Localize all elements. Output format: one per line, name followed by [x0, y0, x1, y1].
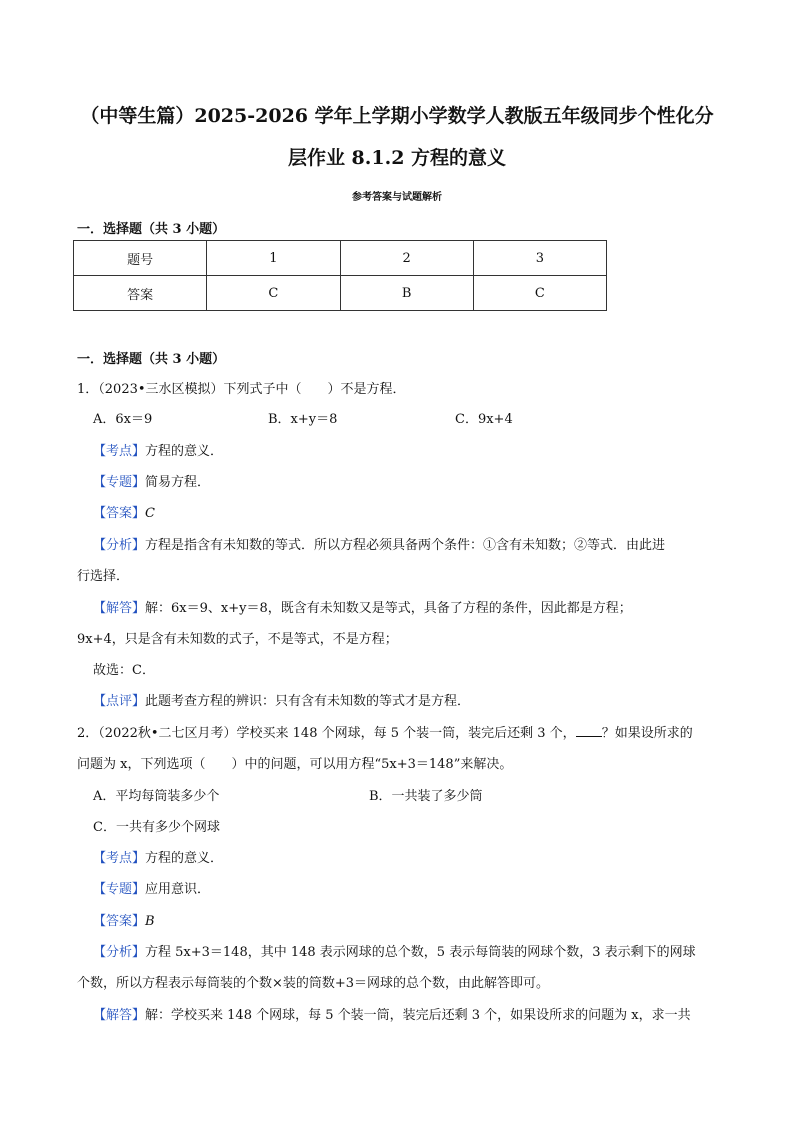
table-cell: 1: [207, 241, 340, 276]
answer-text: B: [145, 914, 155, 929]
analysis-tag: 【分析】: [93, 945, 146, 960]
answer-tag: 【答案】: [93, 506, 146, 521]
zhuanti-text: 应用意识．: [145, 882, 211, 897]
q2-zhuanti: [93, 880, 733, 900]
table-cell: 答案: [74, 276, 207, 311]
q1-option-b: B．x+y＝8: [268, 412, 338, 427]
q1-analysis-cont: 行选择．: [77, 569, 130, 584]
zhuanti-tag: 【专题】: [93, 475, 146, 490]
table-cell: 题号: [74, 241, 207, 276]
q1-option-c: C．9x+4: [455, 412, 513, 427]
title-line-1: （中等生篇）2025-2026 学年上学期小学数学人教版五年级同步个性化分: [80, 105, 714, 127]
kaodian-text: 方程的意义．: [145, 851, 224, 866]
zhuanti-text: 简易方程．: [145, 475, 211, 490]
q1-zhuanti: [93, 473, 733, 493]
q2-solution: [93, 1006, 733, 1026]
document-title: [60, 95, 734, 179]
solution-text: 解：6x＝9、x+y＝8，既含有未知数又是等式，具备了方程的条件，因此都是方程；: [145, 601, 632, 616]
comment-tag: 【点评】: [93, 694, 146, 709]
answer-blank: [576, 724, 602, 737]
q1-answer: [93, 504, 733, 524]
section-heading-1: 一．选择题（共 3 小题）: [77, 222, 226, 237]
table-row: [74, 276, 607, 311]
q2-stem: [77, 724, 717, 744]
solution-tag: 【解答】: [93, 601, 146, 616]
q1-solution: [93, 599, 733, 619]
q1-solution-line-3: 故选：C．: [93, 663, 155, 678]
q1-analysis: [93, 536, 733, 556]
solution-text: 解：学校买来 148 个网球，每 5 个装一筒，装完后还剩 3 个，如果设所求的问题为 x，求一共: [145, 1008, 691, 1023]
table-cell: C: [207, 276, 340, 311]
q2-stem-part-1: 2．（2022秋•二七区月考）学校买来 148 个网球，每 5 个装一筒，装完后还剩 3 个，: [77, 726, 576, 741]
solution-tag: 【解答】: [93, 1008, 146, 1023]
q1-stem: 1．（2023•三水区模拟）下列式子中（ ）不是方程．: [77, 382, 406, 397]
kaodian-text: 方程的意义．: [145, 444, 224, 459]
answer-table: [73, 240, 607, 311]
q2-stem-part-2: ？如果设所求的: [601, 726, 693, 741]
q2-option-b: B．一共装了多少筒: [369, 789, 483, 804]
analysis-text: 方程 5x+3＝148，其中 148 表示网球的总个数，5 表示每筒装的网球个数，3 表示剩下的网球: [145, 945, 696, 960]
q1-option-a: A．6x＝9: [93, 412, 153, 427]
subtitle: 参考答案与试题解析: [352, 192, 442, 203]
q1-comment: [93, 692, 733, 712]
table-cell: 2: [340, 241, 473, 276]
section-heading-2: 一．选择题（共 3 小题）: [77, 352, 226, 367]
q2-stem-line-2: 问题为 x，下列选项（ ）中的问题，可以用方程“5x+3＝148”来解决。: [77, 757, 513, 772]
q2-analysis-cont: 个数，所以方程表示每筒装的个数×装的筒数+3＝网球的总个数，由此解答即可。: [77, 976, 550, 991]
q2-analysis: [93, 943, 733, 963]
table-cell: C: [473, 276, 606, 311]
kaodian-tag: 【考点】: [93, 444, 146, 459]
q1-options: [93, 410, 733, 430]
kaodian-tag: 【考点】: [93, 851, 146, 866]
analysis-text: 方程是指含有未知数的等式．所以方程必须具备两个条件：①含有未知数；②等式．由此进: [145, 538, 666, 553]
q2-option-c: C．一共有多少个网球: [93, 820, 220, 835]
zhuanti-tag: 【专题】: [93, 882, 146, 897]
q1-kaodian: [93, 442, 733, 462]
table-cell: 3: [473, 241, 606, 276]
analysis-tag: 【分析】: [93, 538, 146, 553]
q2-option-a: A．平均每筒装多少个: [93, 789, 220, 804]
comment-text: 此题考查方程的辨识：只有含有未知数的等式才是方程．: [145, 694, 471, 709]
q2-options: [93, 787, 733, 807]
q1-solution-line-2: 9x+4，只是含有未知数的式子，不是等式，不是方程；: [77, 632, 398, 647]
table-cell: B: [340, 276, 473, 311]
answer-text: C: [145, 506, 155, 521]
title-line-2: 层作业 8.1.2 方程的意义: [287, 147, 507, 169]
q2-answer: [93, 912, 733, 932]
table-row: [74, 241, 607, 276]
q2-kaodian: [93, 849, 733, 869]
answer-tag: 【答案】: [93, 914, 146, 929]
